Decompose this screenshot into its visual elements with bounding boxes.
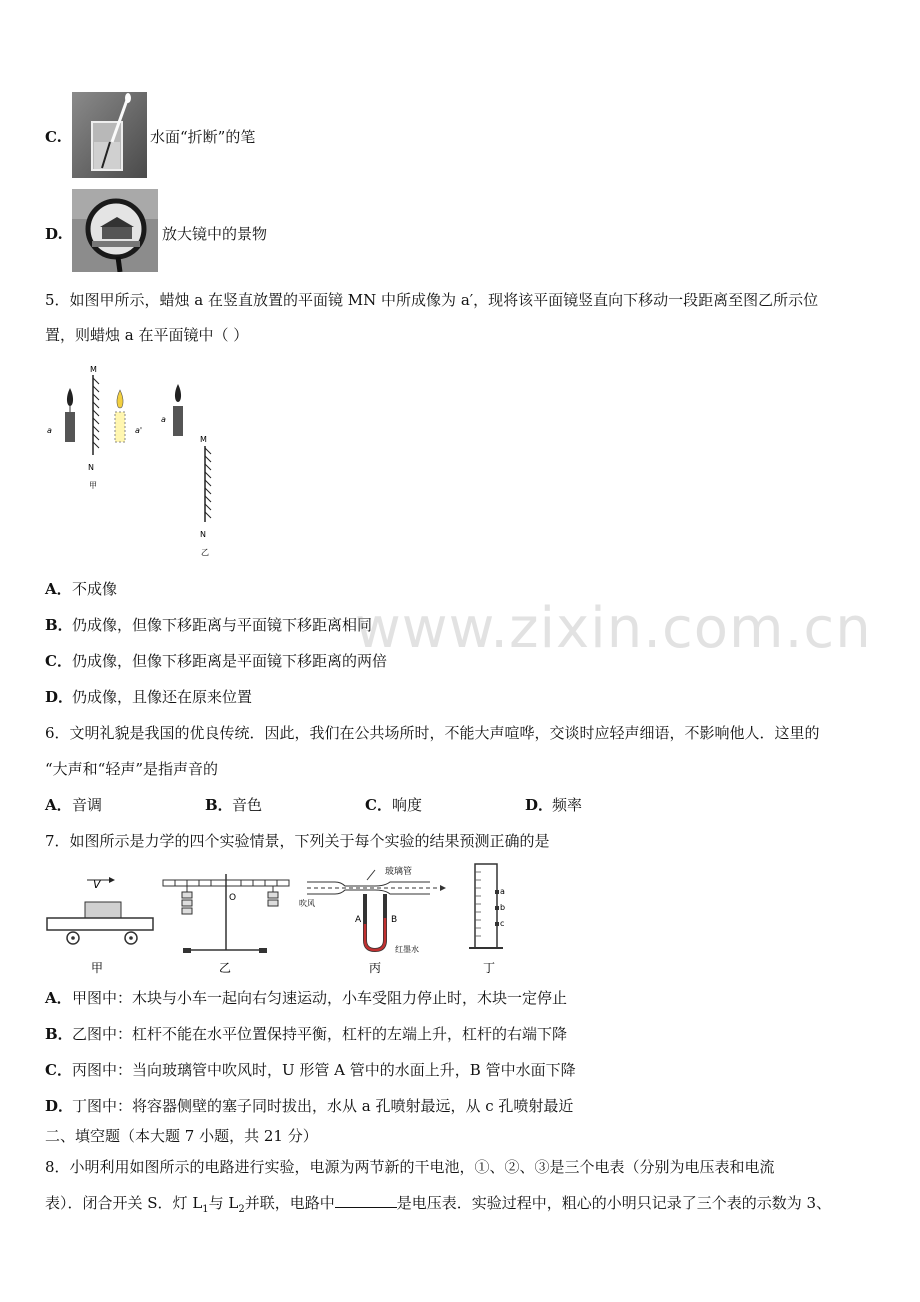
q6-stem-line1: 6．文明礼貌是我国的优良传统．因此，我们在公共场所时，不能大声喧哗，交谈时应轻声细语，不影响他人．这里的 [45, 724, 820, 742]
q8-stem-line2 [45, 1193, 831, 1220]
cart-body [47, 918, 153, 930]
u-tube [365, 894, 385, 950]
q7-option-a-text: 甲图中：木块与小车一起向右匀速运动，小车受阻力停止时，木块一定停止 [72, 989, 568, 1007]
q5-option-c-letter: C． [45, 652, 72, 670]
subscript-2: 2 [238, 1204, 245, 1215]
q8-text-c: 并联，电路中 [244, 1194, 335, 1212]
q5-option-d-letter: D． [45, 688, 74, 706]
pivot-label: O [229, 893, 237, 903]
q8-text-d: 是电压表．实验过程中，粗心的小明只记录了三个表的示数为 3、 [396, 1194, 832, 1212]
blow-label: 吹风 [299, 899, 315, 908]
tube-b-label: B [391, 915, 398, 925]
q6-option-b-letter: B． [205, 796, 233, 814]
q6-option-c-letter: C． [365, 796, 392, 814]
label-yi: 乙 [219, 961, 232, 975]
label-a-prime: a' [135, 426, 143, 435]
refraction-pen-photo [72, 92, 147, 178]
q6-option-d-text: 频率 [552, 796, 583, 814]
hole-a-label: a [500, 887, 505, 896]
candle-image-a-prime [115, 412, 125, 442]
q5-stem-line2: 置，则蜡烛 a 在平面镜中（ ） [45, 326, 249, 344]
q5-option-a-text: 不成像 [72, 580, 118, 598]
label-m-jia: M [90, 365, 97, 374]
q6-option-a-text: 音调 [72, 796, 103, 814]
q7-option-b-text: 乙图中：杠杆不能在水平位置保持平衡，杠杆的左端上升，杠杆的右端下降 [72, 1025, 568, 1043]
q8-stem-line1: 8．小明利用如图所示的电路进行实验，电源为两节新的干电池，①、②、③是三个电表（分别为电压表和电流 [45, 1158, 775, 1176]
candle-a-jia [65, 412, 75, 442]
q7-option-c-letter: C． [45, 1061, 72, 1079]
arrow-right-icon [109, 877, 115, 883]
q5-option-b-text: 仍成像，但像下移距离与平面镜下移距离相同 [72, 616, 373, 634]
watermark: www.zixin.com.cn [355, 596, 872, 661]
q7-option-c-text: 丙图中：当向玻璃管中吹风时，U 形管 A 管中的水面上升，B 管中水面下降 [72, 1061, 576, 1079]
q4-option-d-letter: D. [45, 225, 63, 243]
label-yi: 乙 [201, 548, 209, 557]
answer-blank[interactable] [335, 1193, 397, 1208]
hole-c-label: c [500, 919, 505, 928]
q5-option-d-text: 仍成像，且像还在原来位置 [72, 688, 253, 706]
q5-option-a-letter: A． [45, 580, 72, 598]
q7-option-d-text: 丁图中：将容器侧壁的塞子同时拔出，水从 a 孔喷射最远，从 c 孔喷射最近 [72, 1097, 574, 1115]
label-jia: 甲 [89, 481, 97, 490]
magnifier-photo [72, 189, 158, 272]
wooden-block [85, 902, 121, 918]
q7-stem-line1: 7．如图所示是力学的四个实验情景，下列关于每个实验的结果预测正确的是 [45, 832, 550, 850]
q5-option-c-text: 仍成像，但像下移距离是平面镜下移距离的两倍 [72, 652, 388, 670]
label-n-yi: N [200, 530, 206, 539]
glass-tube-label: 玻璃管 [385, 867, 413, 877]
flame-icon [67, 388, 73, 406]
q6-option-a-letter: A． [45, 796, 72, 814]
velocity-label: V [93, 878, 101, 891]
q7-mechanics-figure [45, 860, 525, 980]
label-m-yi: M [200, 435, 207, 444]
label-jia: 甲 [91, 961, 104, 975]
q7-option-d-letter: D． [45, 1097, 74, 1115]
q7-option-a-letter: A． [45, 989, 72, 1007]
q8-text-b: 与 L [208, 1194, 239, 1212]
red-ink-label: 红墨水 [395, 945, 419, 954]
subscript-1: 1 [202, 1204, 209, 1215]
q4-option-d-text: 放大镜中的景物 [162, 225, 268, 243]
section-heading: 二、填空题（本大题 7 小题，共 21 分） [45, 1127, 318, 1145]
label-a-yi: a [161, 415, 166, 424]
label-a-jia: a [47, 426, 52, 435]
q6-option-c-text: 响度 [392, 796, 423, 814]
q6-option-b-text: 音色 [232, 796, 263, 814]
hole-b-label: b [500, 903, 506, 912]
q5-option-b-letter: B． [45, 616, 73, 634]
q5-stem-line1: 5．如图甲所示，蜡烛 a 在竖直放置的平面镜 MN 中所成像为 a′，现将该平面镜竖直向下移动一段距离至图乙所示位 [45, 291, 819, 309]
q6-stem-line2: “大声和“轻声”是指声音的 [45, 760, 219, 778]
q5-mirror-figure [45, 360, 225, 560]
q4-option-c-text: 水面“折断”的笔 [150, 128, 256, 146]
label-n-jia: N [88, 463, 94, 472]
label-bing: 丙 [369, 961, 382, 975]
q4-option-c-letter: C. [45, 128, 62, 146]
water-container [475, 864, 497, 948]
label-ding: 丁 [483, 961, 496, 975]
q8-text-a: 表）．闭合开关 S．灯 L [45, 1194, 203, 1212]
q7-option-b-letter: B． [45, 1025, 73, 1043]
tube-a-label: A [355, 915, 362, 925]
candle-a-yi [173, 406, 183, 436]
q6-option-d-letter: D． [525, 796, 554, 814]
